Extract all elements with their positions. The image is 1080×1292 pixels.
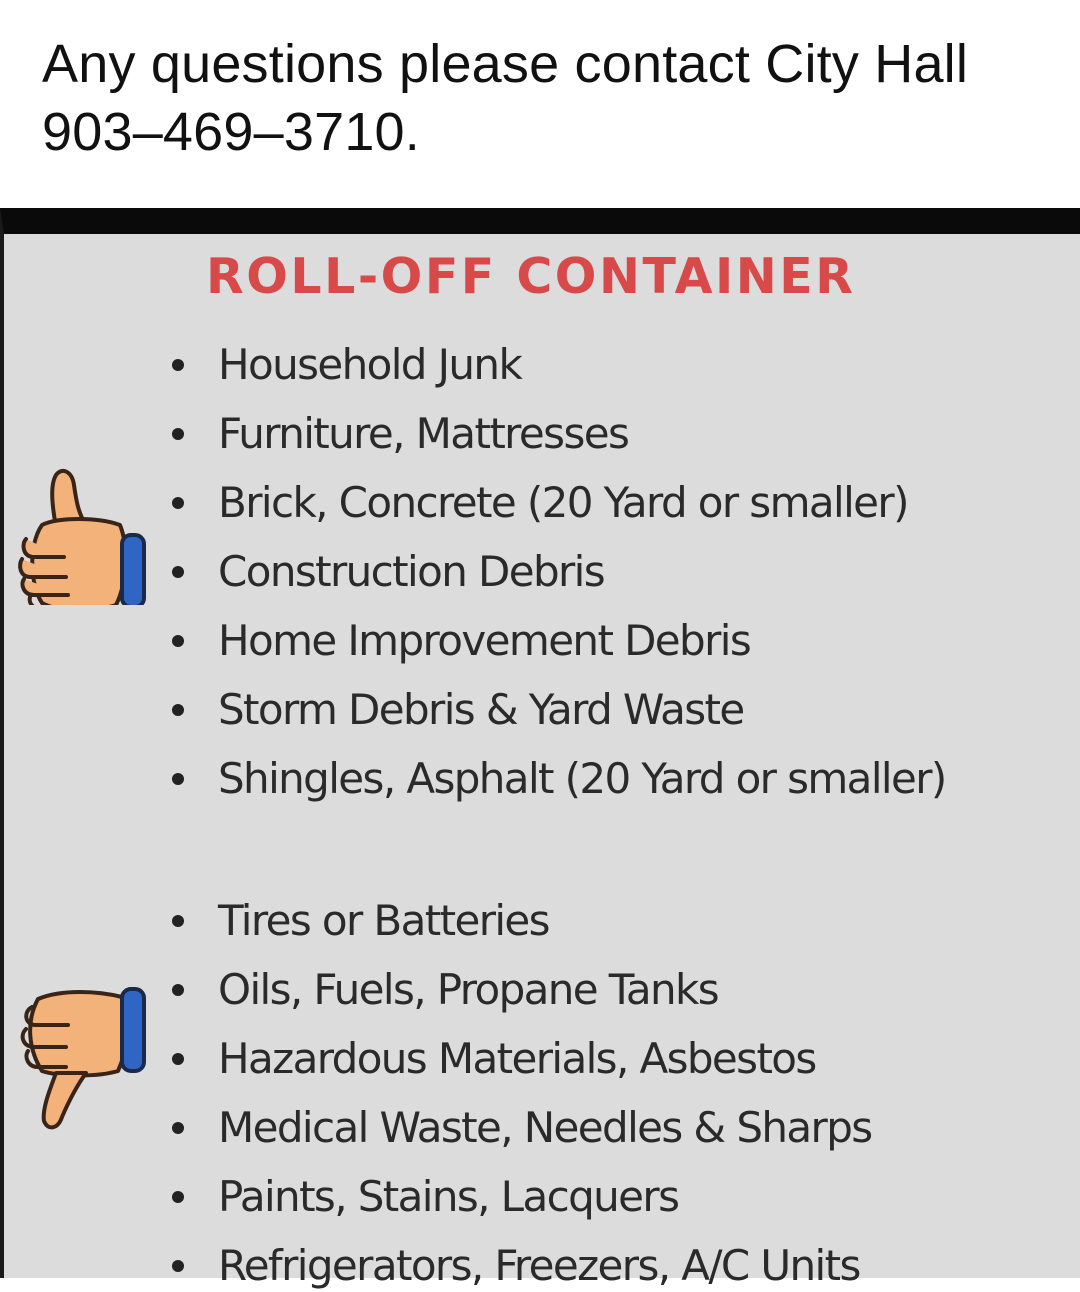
bullet-icon (172, 915, 184, 927)
bullet-icon (172, 1191, 184, 1203)
allowed-item-label: Brick, Concrete (20 Yard or smaller) (218, 478, 908, 527)
thumbs-up-icon (12, 455, 152, 605)
allowed-item-label: Shingles, Asphalt (20 Yard or smaller) (218, 754, 946, 803)
bullet-icon (172, 1053, 184, 1065)
prohibited-item-label: Tires or Batteries (218, 896, 549, 945)
bullet-icon (172, 1122, 184, 1134)
bullet-icon (172, 566, 184, 578)
prohibited-item-label: Oils, Fuels, Propane Tanks (218, 965, 719, 1014)
allowed-item-label: Home Improvement Debris (218, 616, 751, 665)
bullet-icon (172, 635, 184, 647)
bullet-icon (172, 704, 184, 716)
bullet-icon (172, 359, 184, 371)
bullet-icon (172, 497, 184, 509)
prohibited-item-label: Hazardous Materials, Asbestos (218, 1034, 816, 1083)
allowed-item-label: Construction Debris (218, 547, 605, 596)
bullet-icon (172, 428, 184, 440)
bullet-icon (172, 1260, 184, 1272)
bullet-icon (172, 984, 184, 996)
bullet-icon (172, 773, 184, 785)
thumbs-down-icon (12, 985, 152, 1135)
allowed-item-label: Household Junk (218, 340, 522, 389)
allowed-item-label: Storm Debris & Yard Waste (218, 685, 744, 734)
allowed-item-label: Furniture, Mattresses (218, 409, 629, 458)
flyer-image (0, 208, 1080, 1290)
prohibited-item-label: Paints, Stains, Lacquers (218, 1172, 679, 1221)
flyer-title: ROLL-OFF CONTAINER (206, 248, 856, 305)
prohibited-item-label: Refrigerators, Freezers, A/C Units (218, 1241, 860, 1290)
post-message: Any questions please contact City Hall 903–469–3710. (42, 34, 969, 162)
prohibited-item-label: Medical Waste, Needles & Sharps (218, 1103, 872, 1152)
